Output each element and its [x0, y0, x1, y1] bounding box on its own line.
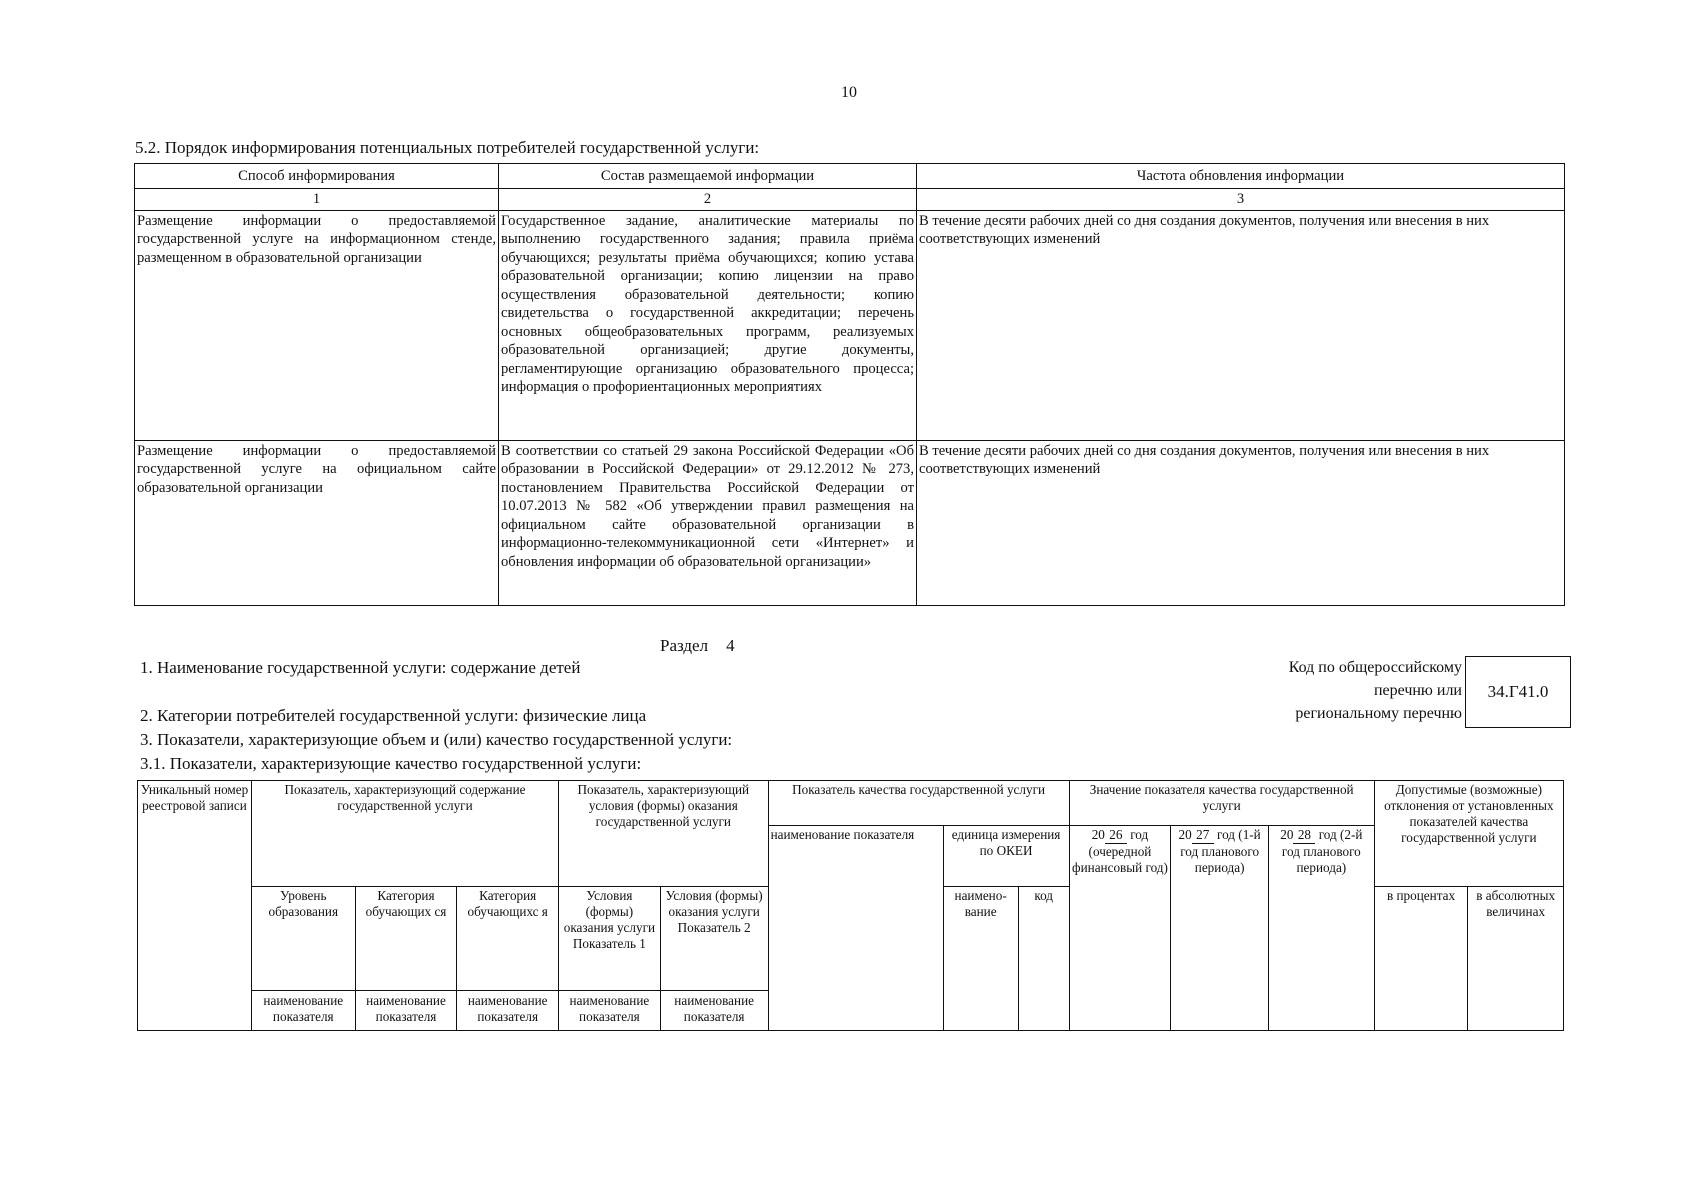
table-row	[135, 440, 1565, 605]
year-2-header	[1171, 826, 1269, 1031]
informing-table	[134, 163, 1565, 606]
col-number-1: 1	[135, 189, 499, 211]
year-3: 28	[1293, 827, 1315, 844]
sub-label: Категория обучающих ся	[365, 888, 447, 919]
sub-indicator-name: наименование показателя	[559, 990, 660, 1025]
sub-indicator-name: наименование показателя	[661, 990, 768, 1025]
deviation-absolute-header: в абсолютных величинах	[1468, 887, 1564, 1031]
section-title	[660, 636, 735, 656]
section-number: 4	[726, 636, 735, 655]
informing-header-row	[135, 164, 1565, 189]
unit-name-header: наимено- вание	[943, 887, 1018, 1031]
content-group-header: Показатель, характеризующий содержание государственной услуги	[251, 781, 558, 887]
sub-label: Уровень образования	[268, 888, 339, 919]
year-prefix: 20	[1178, 827, 1192, 842]
code-label-line1: Код по общероссийскому	[1288, 659, 1462, 676]
table-row	[135, 210, 1565, 440]
section-label: Раздел	[660, 636, 709, 655]
unique-number-header: Уникальный номер реестровой записи	[138, 781, 252, 1031]
deviation-group-header: Допустимые (возможные) отклонения от установленных показателей качества государственной услуги	[1374, 781, 1563, 887]
code-label-line3: региональному перечню	[1295, 705, 1462, 722]
code-label-line2: перечню или	[1373, 682, 1462, 699]
page-number: 10	[841, 84, 857, 101]
year-prefix: 20	[1091, 827, 1105, 842]
quality-heading: 3.1. Показатели, характеризующие качество государственной услуги:	[140, 754, 642, 773]
col-number-3: 3	[917, 189, 1565, 211]
content-cell: Государственное задание, аналитические материалы по выполнению государственного задания; правила приёма обучающихся; результаты приёма обучающихся; копию устава образовательной организации; копию лицензии на право осуществления образовательной деятельности; копию свидетельства о государственной аккредитации; перечень основных общеобразовательных программ, реализуемых образовательной организацией; другие документы, регламентирующие организацию образовательного процесса; информация о профориентационных мероприятиях	[499, 210, 917, 440]
sub-indicator-name: наименование показателя	[252, 990, 355, 1025]
informing-number-row	[135, 189, 1565, 211]
content-sub-3	[457, 887, 559, 1031]
frequency-cell: В течение десяти рабочих дней со дня создания документов, получения или внесения в них соответствующих изменений	[917, 210, 1565, 440]
indicator-name-header: наименование показателя	[768, 826, 943, 1031]
sub-label: Условия (формы) оказания услуги Показатель 1	[563, 888, 656, 951]
frequency-cell: В течение десяти рабочих дней со дня создания документов, получения или внесения в них соответствующих изменений	[917, 440, 1565, 605]
content-cell: В соответствии со статьей 29 закона Российской Федерации «Об образовании в Российской Федерации» от 29.12.2012 № 273, постановлением Правительства Российской Федерации от 10.07.2013 № 582 «Об утверждении правил размещения на официальном сайте образовательной организации в информационно-телекоммуникационной сети «Интернет» и обновления информации об образовательной организации»	[499, 440, 917, 605]
year-2: 27	[1192, 827, 1214, 844]
section-5-2-heading: 5.2. Порядок информирования потенциальных потребителей государственной услуги:	[135, 138, 760, 157]
conditions-sub-2	[660, 887, 768, 1031]
deviation-percent-header: в процентах	[1374, 887, 1468, 1031]
col-header-frequency: Частота обновления информации	[917, 164, 1565, 189]
conditions-sub-1	[559, 887, 661, 1031]
col-header-content: Состав размещаемой информации	[499, 164, 917, 189]
year-1-header	[1069, 826, 1171, 1031]
year-1: 26	[1105, 827, 1127, 844]
year-2-label: год (1-й год планового периода)	[1180, 827, 1261, 875]
header-row-1	[138, 781, 1564, 826]
quality-indicators-table	[137, 780, 1564, 1031]
content-sub-1	[251, 887, 355, 1031]
code-label	[1200, 656, 1462, 725]
col-header-method: Способ информирования	[135, 164, 499, 189]
sub-label: Условия (формы) оказания услуги Показатель 2	[665, 888, 763, 935]
quality-group-header: Показатель качества государственной услуги	[768, 781, 1069, 826]
consumer-categories: 2. Категории потребителей государственной услуги: физические лица	[140, 706, 647, 725]
year-3-label: год (2-й год планового периода)	[1281, 827, 1363, 875]
value-group-header: Значение показателя качества государственной услуги	[1069, 781, 1374, 826]
unit-header: единица измерения по ОКЕИ	[943, 826, 1069, 887]
conditions-group-header: Показатель, характеризующий условия (формы) оказания государственной услуги	[559, 781, 769, 887]
method-cell: Размещение информации о предоставляемой государственной услуге на официальном сайте образовательной организации	[135, 440, 499, 605]
year-prefix: 20	[1280, 827, 1294, 842]
code-value-box: 34.Г41.0	[1465, 656, 1571, 728]
col-number-2: 2	[499, 189, 917, 211]
service-name: 1. Наименование государственной услуги: содержание детей	[140, 658, 581, 677]
method-cell: Размещение информации о предоставляемой государственной услуге на информационном стенде, размещенном в образовательной организации	[135, 210, 499, 440]
sub-indicator-name: наименование показателя	[356, 990, 457, 1025]
content-sub-2	[355, 887, 457, 1031]
year-3-header	[1268, 826, 1374, 1031]
unit-code-header: код	[1018, 887, 1069, 1031]
sub-label: Категория обучающихс я	[467, 888, 548, 919]
indicators-heading: 3. Показатели, характеризующие объем и (или) качество государственной услуги:	[140, 730, 733, 749]
year-1-label: год (очередной финансовый год)	[1072, 827, 1168, 875]
sub-indicator-name: наименование показателя	[457, 990, 558, 1025]
